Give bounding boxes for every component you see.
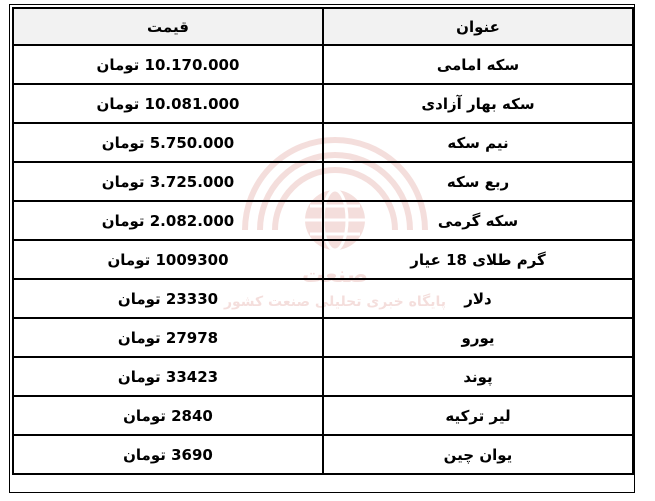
row-title: لیر ترکیه <box>323 396 633 435</box>
table-row <box>13 45 633 84</box>
table-row <box>13 84 633 123</box>
table-row <box>13 123 633 162</box>
row-price: 2.082.000 تومان <box>13 201 323 240</box>
watermark-line1: صنعت <box>302 263 368 288</box>
row-title: یوان چین <box>323 435 633 474</box>
row-price: 2840 تومان <box>13 396 323 435</box>
row-title: دلار <box>323 279 633 318</box>
header-price: قیمت <box>13 8 323 45</box>
row-price: 5.750.000 تومان <box>13 123 323 162</box>
price-table <box>12 7 634 475</box>
header-title: عنوان <box>323 8 633 45</box>
row-title: سکه بهار آزادی <box>323 84 633 123</box>
table-row <box>13 162 633 201</box>
row-price: 23330 تومان <box>13 279 323 318</box>
row-price: 3690 تومان <box>13 435 323 474</box>
row-title: یورو <box>323 318 633 357</box>
watermark-line2: پایگاه خبری تحلیلی صنعت کشور <box>223 294 447 310</box>
table-row <box>13 201 633 240</box>
table-header-row <box>13 8 633 45</box>
row-price: 10.170.000 تومان <box>13 45 323 84</box>
table-row <box>13 318 633 357</box>
row-title: پوند <box>323 357 633 396</box>
row-title: سکه گرمی <box>323 201 633 240</box>
row-price: 27978 تومان <box>13 318 323 357</box>
row-price: 33423 تومان <box>13 357 323 396</box>
table-row <box>13 357 633 396</box>
table-row <box>13 279 633 318</box>
row-title: سکه امامی <box>323 45 633 84</box>
row-title: گرم طلای 18 عیار <box>323 240 633 279</box>
row-price: 3.725.000 تومان <box>13 162 323 201</box>
table-row <box>13 435 633 474</box>
row-title: نیم سکه <box>323 123 633 162</box>
row-price: 1009300 تومان <box>13 240 323 279</box>
table-row <box>13 240 633 279</box>
row-title: ربع سکه <box>323 162 633 201</box>
row-price: 10.081.000 تومان <box>13 84 323 123</box>
table-row <box>13 396 633 435</box>
